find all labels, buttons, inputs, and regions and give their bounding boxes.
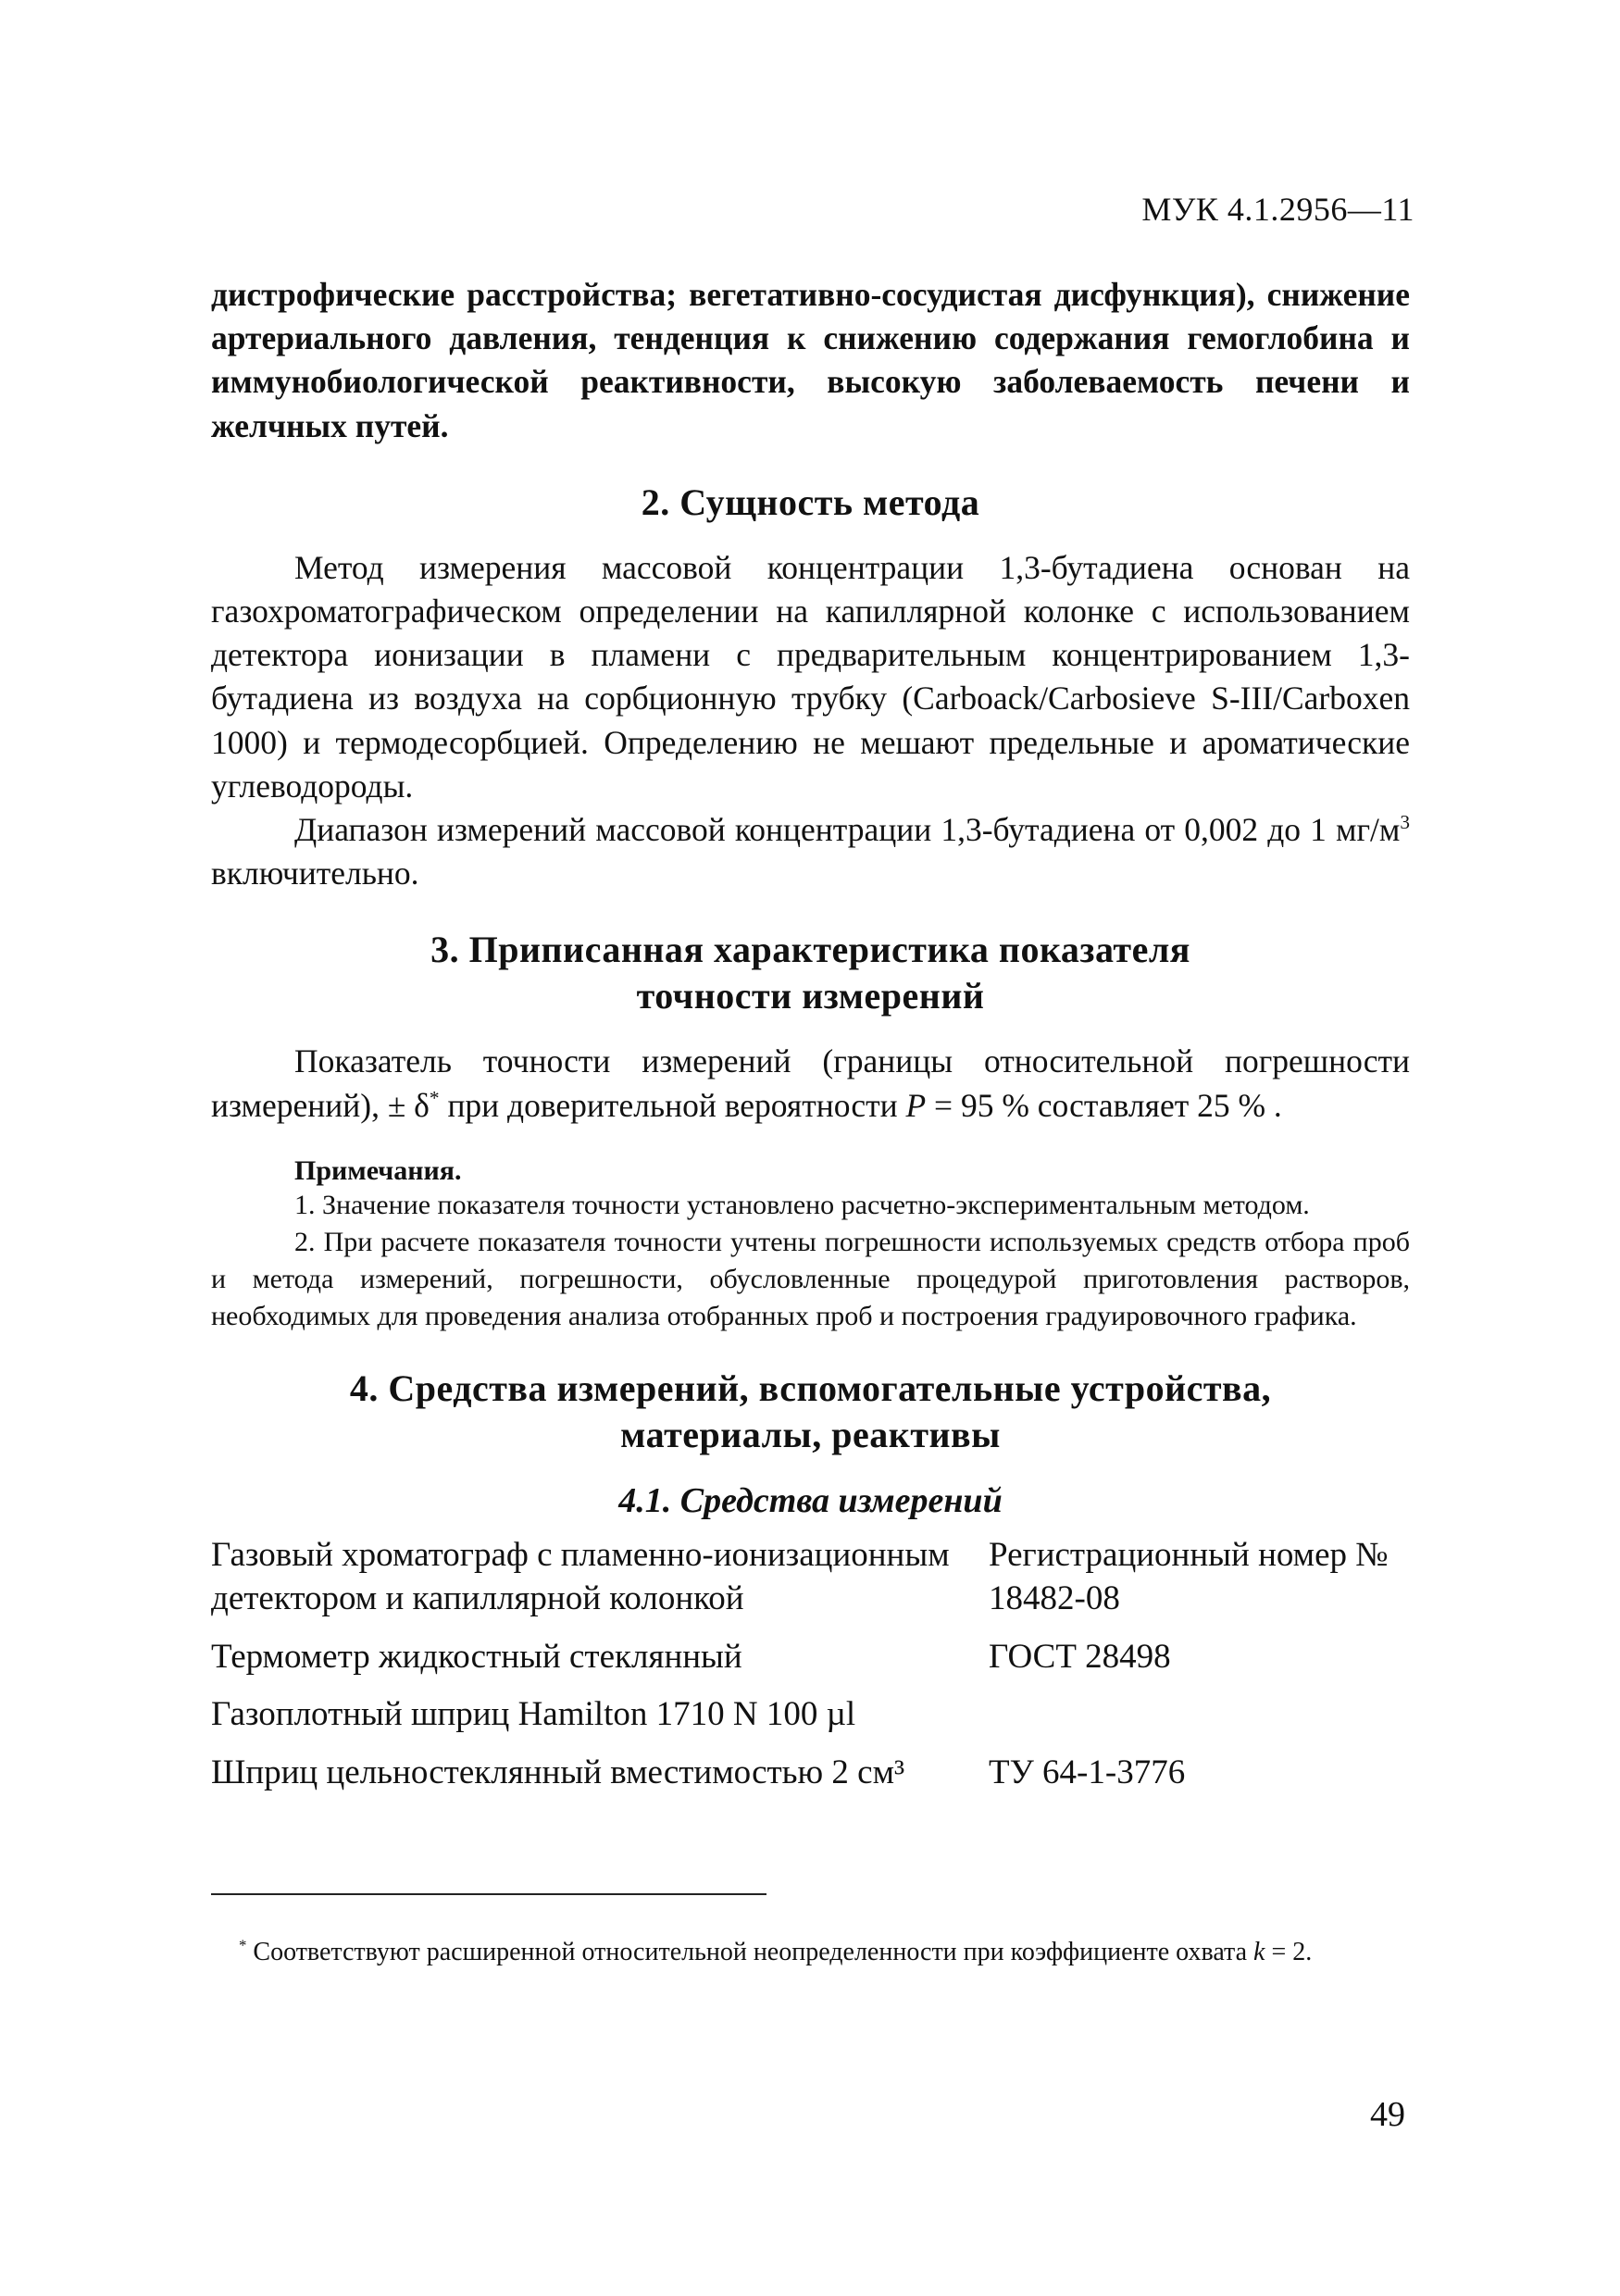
footnote-divider <box>211 1893 766 1895</box>
note-2: 2. При расчете показателя точности учтены погрешности используемых средств отбора проб и метода измерений, погрешности, обусловленные процедурой приготовления растворов, необходимых для проведения анализа отобранных проб и построения градуировочного графика. <box>211 1226 1410 1331</box>
table-row <box>211 1636 1410 1694</box>
section-3-title <box>211 927 1410 1019</box>
instrument-reference: ГОСТ 28498 <box>989 1637 1171 1676</box>
section-4-title-line-2: материалы, реактивы <box>620 1414 1001 1456</box>
footnote-text: Соответствуют расширенной относительной неопределенности при коэффициенте охвата <box>246 1938 1254 1966</box>
instrument-reference: Регистрационный номер № 18482-08 <box>989 1536 1389 1618</box>
range-text-end: включительно. <box>211 855 419 892</box>
page-content <box>211 273 1410 1809</box>
accuracy-text-mid: при доверительной вероятности <box>439 1086 906 1124</box>
unit-superscript: 3 <box>1400 811 1410 834</box>
instrument-reference: ТУ 64-1-3776 <box>989 1753 1186 1791</box>
instrument-name: Газоплотный шприц Hamilton 1710 N 100 µl <box>211 1695 856 1734</box>
accuracy-text: Показатель точности измерений (границы относительной погрешности измерений), ± δ <box>211 1042 1410 1124</box>
instrument-reference <box>989 1693 1410 1752</box>
section-4-title <box>211 1366 1410 1458</box>
table-row <box>211 1752 1410 1810</box>
footnote <box>211 1935 1410 1970</box>
table-row <box>211 1534 1410 1635</box>
instrument-name: Шприц цельностеклянный вместимостью 2 см³ <box>211 1753 905 1791</box>
section-3-title-line-1: 3. Приписанная характеристика показателя <box>430 929 1190 971</box>
section-3-paragraph <box>211 1040 1410 1127</box>
footnote-text-end: = 2. <box>1265 1938 1313 1966</box>
instruments-table <box>211 1534 1410 1809</box>
section-4-title-line-1: 4. Средства измерений, вспомогательные устройства, <box>349 1367 1272 1410</box>
section-3-title-line-2: точности измерений <box>636 975 985 1017</box>
section-2-paragraph-2 <box>211 808 1410 895</box>
instrument-name: Термометр жидкостный стеклянный <box>211 1637 742 1676</box>
instrument-name: Газовый хроматограф с пламенно-ионизационным детектором и капиллярной колонкой <box>211 1536 950 1618</box>
notes-title: Примечания. <box>294 1154 462 1186</box>
footnote-mark: * <box>239 1936 247 1954</box>
subsection-4-1-title: 4.1. Средства измерений <box>618 1481 1003 1521</box>
page-number: 49 <box>1370 2095 1405 2134</box>
accuracy-text-end: = 95 % составляет 25 % . <box>926 1086 1282 1124</box>
intro-paragraph: дистрофические расстройства; вегетативно-сосудистая дисфункция), снижение артериального давления, тенденция к снижению содержания гемоглобина и иммунобиологической реактивности, высокую заболеваемость печени и желчных путей. <box>211 276 1410 444</box>
table-row <box>211 1693 1410 1752</box>
coverage-factor-symbol: k <box>1253 1938 1265 1966</box>
section-2-paragraph-1: Метод измерения массовой концентрации 1,3-бутадиена основан на газохроматографическом определении на капиллярной колонке с использованием детектора ионизации в пламени с предварительным концентрированием 1,3-бутадиена из воздуха на сорбционную трубку (Carboack/Carbosieve S-III/Carboxen 1000) и термодесорбцией. Определению не мешают предельные и ароматические углеводороды. <box>211 548 1410 805</box>
probability-symbol: P <box>905 1086 927 1124</box>
note-1: 1. Значение показателя точности установлено расчетно-экспериментальным методом. <box>294 1189 1310 1220</box>
range-text: Диапазон измерений массовой концентрации 1,3-бутадиена от 0,002 до 1 мг/м <box>294 811 1401 849</box>
section-2-title: 2. Сущность метода <box>641 480 980 523</box>
document-code: МУК 4.1.2956—11 <box>1141 191 1414 228</box>
footnote-ref: * <box>429 1086 440 1109</box>
